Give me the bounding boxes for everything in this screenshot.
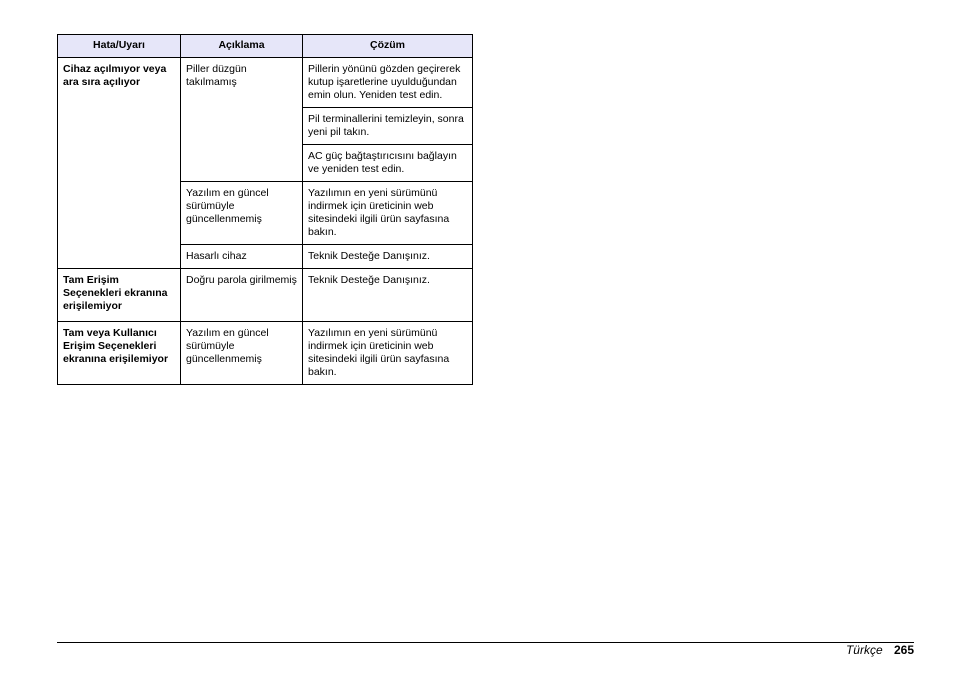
solution-cell: Pillerin yönünü gözden geçirerek kutup işaretlerine uyulduğundan emin olun. Yeniden test edin. — [303, 58, 473, 108]
solution-cell: Yazılımın en yeni sürümünü indirmek için üreticinin web sitesindeki ilgili ürün sayfasına bakın. — [303, 322, 473, 385]
page-footer — [846, 643, 914, 657]
description-cell: Yazılım en güncel sürümüyle güncellenmemiş — [181, 322, 303, 385]
error-cell: Tam veya Kullanıcı Erişim Seçenekleri ekranına erişilemiyor — [58, 322, 181, 385]
error-cell: Cihaz açılmıyor veya ara sıra açılıyor — [58, 58, 181, 269]
solution-cell: Teknik Desteğe Danışınız. — [303, 245, 473, 269]
description-cell: Piller düzgün takılmamış — [181, 58, 303, 182]
table-row — [58, 269, 473, 322]
error-cell: Tam Erişim Seçenekleri ekranına erişilemiyor — [58, 269, 181, 322]
page-number: 265 — [893, 643, 914, 657]
description-cell: Doğru parola girilmemiş — [181, 269, 303, 322]
description-cell: Hasarlı cihaz — [181, 245, 303, 269]
footer-language: Türkçe — [845, 643, 883, 657]
troubleshooting-table — [57, 34, 473, 385]
table-header-row — [58, 35, 473, 58]
solution-cell: Pil terminallerini temizleyin, sonra yeni pil takın. — [303, 108, 473, 145]
footer-divider — [57, 642, 914, 643]
header-description: Açıklama — [181, 35, 303, 58]
table-row — [58, 58, 473, 108]
header-solution: Çözüm — [303, 35, 473, 58]
description-cell: Yazılım en güncel sürümüyle güncellenmemiş — [181, 182, 303, 245]
solution-cell: Teknik Desteğe Danışınız. — [303, 269, 473, 322]
header-error: Hata/Uyarı — [58, 35, 181, 58]
solution-cell: Yazılımın en yeni sürümünü indirmek için üreticinin web sitesindeki ilgili ürün sayfasına bakın. — [303, 182, 473, 245]
solution-cell: AC güç bağtaştırıcısını bağlayın ve yeniden test edin. — [303, 145, 473, 182]
table-row — [58, 322, 473, 385]
